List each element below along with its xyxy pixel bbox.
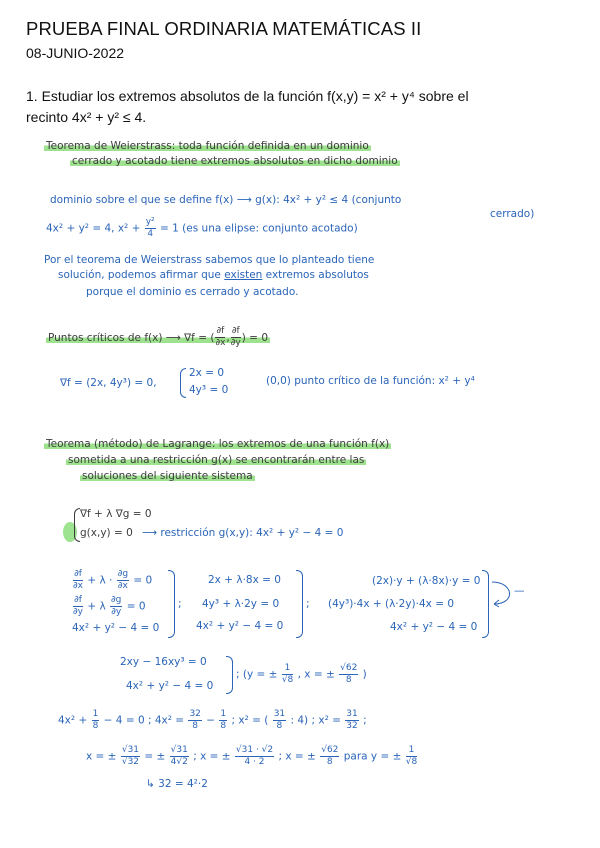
weierstrass-line-1: [44, 140, 371, 152]
line-f-d5: √8: [405, 757, 418, 767]
line-f-d2: 4√2: [170, 757, 188, 767]
domain-line-1: dominio sobre el que se define f(x) ⟶ g(x): 4x² + y² ≤ 4 (conjunto: [50, 194, 402, 206]
weierstrass-line-2: [70, 155, 400, 167]
line-e-n5: 31: [346, 709, 358, 719]
line-e-frac-2: [188, 710, 201, 731]
line-f: [86, 746, 418, 767]
line-e-d2: 8: [192, 721, 199, 731]
line-e-b: − 4 = 0 ; 4x² =: [103, 714, 185, 727]
system-a-eq-3: 4x² + y² − 4 = 0: [72, 622, 160, 634]
gradient-system-brace: [180, 368, 186, 398]
lagrange-line-3: [80, 470, 255, 482]
weierstrass-text-1: Teorema de Weierstrass: toda función definida en un dominio: [46, 140, 369, 152]
gradient-equation: ∇f = (2x, 4y³) = 0,: [60, 377, 157, 389]
lagrange-system-1: ∇f + λ ∇g = 0: [80, 508, 152, 520]
a1-d2: ∂x: [117, 581, 128, 591]
line-f-frac-2: [170, 746, 189, 767]
side-dash: —: [514, 585, 525, 597]
critical-points-highlight: Puntos críticos de f(x) ⟶ ∇f = ( $\frac{\partial f}{\partial x}$ , $\frac{\partial f}{\partial y}$ ) = 0: [48, 326, 268, 348]
line-f-d1: √32: [121, 757, 140, 767]
line-f-frac-4: [320, 746, 339, 767]
lagrange-line-1: [44, 438, 391, 450]
line-f-d4: 8: [326, 757, 333, 767]
sol-d-n2: √62: [340, 663, 358, 673]
line-f-n2: √31: [170, 745, 188, 755]
lagrange-text-2: sometida a una restricción g(x) se encontrarán entre las: [68, 454, 365, 466]
system-b-sep: ;: [306, 598, 310, 610]
line-e-a: 4x² +: [58, 714, 88, 727]
line-f-n5: 1: [406, 746, 417, 757]
line-e-e: : 4) ; x² =: [290, 714, 341, 727]
partial-fy-den: ∂y: [230, 338, 241, 348]
a1-n2: ∂g: [117, 569, 129, 579]
line-e-frac-4: [273, 710, 286, 731]
weierstrass-text-2: cerrado y acotado tiene extremos absolutos en dicho dominio: [72, 155, 398, 167]
a1-d1: ∂x: [73, 581, 83, 591]
lagrange-line-2: [66, 454, 366, 466]
critical-points-text: Puntos críticos de f(x) ⟶ ∇f = (: [48, 331, 215, 344]
line-g: ↳ 32 = 4²·2: [146, 778, 208, 790]
gradient-system-2: 4y³ = 0: [189, 384, 229, 396]
line-f-n3: √31 · √2: [235, 745, 274, 755]
line-f-b: = ±: [144, 750, 166, 763]
system-a-bracket: [168, 570, 175, 638]
line-e-n1: 1: [92, 709, 99, 719]
line-e-n2: 32: [189, 709, 201, 719]
line-e-frac-1: [92, 710, 100, 731]
a2-n1: ∂f: [74, 595, 82, 605]
ellipse-b: = 1 (es una elipse: conjunto acotado): [160, 222, 358, 235]
a1-n1: ∂f: [74, 569, 82, 579]
a2-d1: ∂y: [73, 607, 83, 617]
ellipse-fraction: [145, 218, 156, 239]
line-e-n3: 1: [220, 709, 227, 719]
ellipse-line: [46, 218, 358, 239]
line-f-frac-1: [121, 746, 140, 767]
a2-n2: ∂g: [111, 595, 122, 605]
line-e-frac-3: [219, 710, 227, 731]
line-f-frac-3: [235, 746, 274, 767]
ellipse-den: 4: [147, 229, 154, 239]
system-d-bracket: [226, 656, 233, 694]
sol-d-c: ): [362, 668, 367, 681]
system-c-eq-3: 4x² + y² − 4 = 0: [390, 621, 478, 633]
partial-fy: [231, 327, 241, 348]
gradient-result: (0,0) punto crítico de la función: x² + y⁴: [266, 375, 475, 387]
line-e-d: ; x² = (: [231, 714, 269, 727]
a1-frac-2: [117, 570, 129, 591]
line-e-frac-5: [345, 710, 358, 731]
line-e: [58, 710, 367, 731]
line-f-n1: √31: [121, 745, 140, 755]
system-b-eq-3: 4x² + y² − 4 = 0: [196, 620, 284, 632]
conclusion-underlined: existen: [224, 269, 263, 281]
conclusion-2a: solución, podemos afirmar que: [58, 269, 221, 281]
partial-fx: [215, 327, 225, 348]
system-b-bracket: [296, 570, 303, 638]
line-e-n4: 31: [273, 709, 286, 719]
line-e-f: ;: [363, 714, 367, 727]
line-f-a: x = ±: [86, 750, 117, 763]
partial-fx-num: ∂f: [216, 326, 225, 336]
line-e-d5: 32: [346, 721, 358, 731]
sol-d-d1: √8: [281, 675, 294, 685]
system-c-eq-2: (4y³)·4x + (λ·2y)·4x = 0: [328, 598, 455, 610]
partial-fx-den: ∂x: [215, 338, 226, 348]
critical-points-title: [46, 327, 270, 348]
system-d-eq-2: 4x² + y² − 4 = 0: [126, 680, 214, 692]
gradient-system-1: 2x = 0: [189, 367, 225, 379]
line-f-frac-5: [406, 746, 417, 767]
sol-d-d2: 8: [345, 675, 352, 685]
line-e-d1: 8: [92, 721, 99, 731]
system-c-eq-1: (2x)·y + (λ·8x)·y = 0: [372, 575, 481, 587]
line-f-n4: √62: [321, 745, 339, 755]
line-e-d3: 8: [220, 721, 227, 731]
ellipse-a: 4x² + y² = 4, x² +: [46, 222, 141, 235]
sol-d-b: , x = ±: [297, 668, 335, 681]
system-b-eq-2: 4y³ + λ·2y = 0: [202, 598, 280, 610]
conclusion-line-2: [58, 269, 369, 281]
a1-frac-1: [73, 570, 83, 591]
line-e-c: −: [206, 714, 216, 727]
line-e-d4: 8: [276, 721, 283, 731]
line-f-e: para y = ±: [343, 750, 402, 763]
a2-d2: ∂y: [111, 607, 122, 617]
a2-frac-2: [110, 596, 122, 617]
problem-statement: [26, 86, 546, 128]
system-b-eq-1: 2x + λ·8x = 0: [208, 574, 281, 586]
sol-d-n1: 1: [282, 664, 293, 675]
sol-d-a: ; (y = ±: [236, 668, 278, 681]
ellipse-num: y²: [145, 217, 155, 227]
a1-pre: + λ ·: [87, 574, 113, 587]
conclusion-2b: extremos absolutos: [265, 269, 369, 281]
sol-d-frac-1: [282, 664, 293, 685]
system-d-solution: [236, 664, 367, 685]
exam-title: PRUEBA FINAL ORDINARIA MATEMÁTICAS II: [26, 18, 422, 39]
system-a-eq-2: $\frac{\partial f}{\partial y}$ + λ $\frac{\partial g}{\partial y}$ = 0: [73, 595, 146, 617]
a2-frac-1: [73, 596, 83, 617]
exam-date: 08-JUNIO-2022: [26, 45, 125, 61]
conclusion-line-3: porque el dominio es cerrado y acotado.: [86, 286, 299, 298]
lagrange-text-1: Teorema (método) de Lagrange: los extremos de una función f(x): [46, 438, 390, 450]
problem-line-1: 1. Estudiar los extremos absolutos de la función f(x,y) = x² + y⁴ sobre el: [26, 88, 469, 104]
lagrange-text-3: soluciones del siguiente sistema: [82, 470, 253, 482]
critical-points-end: ) = 0: [241, 331, 268, 344]
domain-line-2: cerrado): [490, 208, 535, 220]
problem-line-2: recinto 4x² + y² ≤ 4.: [26, 109, 147, 125]
system-a-eq-1: $\frac{\partial f}{\partial x}$ + λ · $\frac{\partial g}{\partial x}$ = 0: [73, 569, 153, 591]
system-d-eq-1: 2xy − 16xy³ = 0: [120, 656, 207, 668]
partial-fy-num: ∂f: [231, 326, 240, 336]
conclusion-line-1: Por el teorema de Weierstrass sabemos que lo planteado tiene: [44, 254, 375, 266]
system-a-sep: ;: [178, 598, 182, 610]
sol-d-frac-2: [339, 664, 358, 685]
line-f-d: ; x = ±: [278, 750, 316, 763]
line-f-d3: 4 · 2: [244, 757, 265, 767]
line-f-c: ; x = ±: [193, 750, 231, 763]
restriction-text: ⟶ restricción g(x,y): 4x² + y² − 4 = 0: [142, 527, 344, 539]
lagrange-system-2: g(x,y) = 0: [80, 527, 133, 539]
